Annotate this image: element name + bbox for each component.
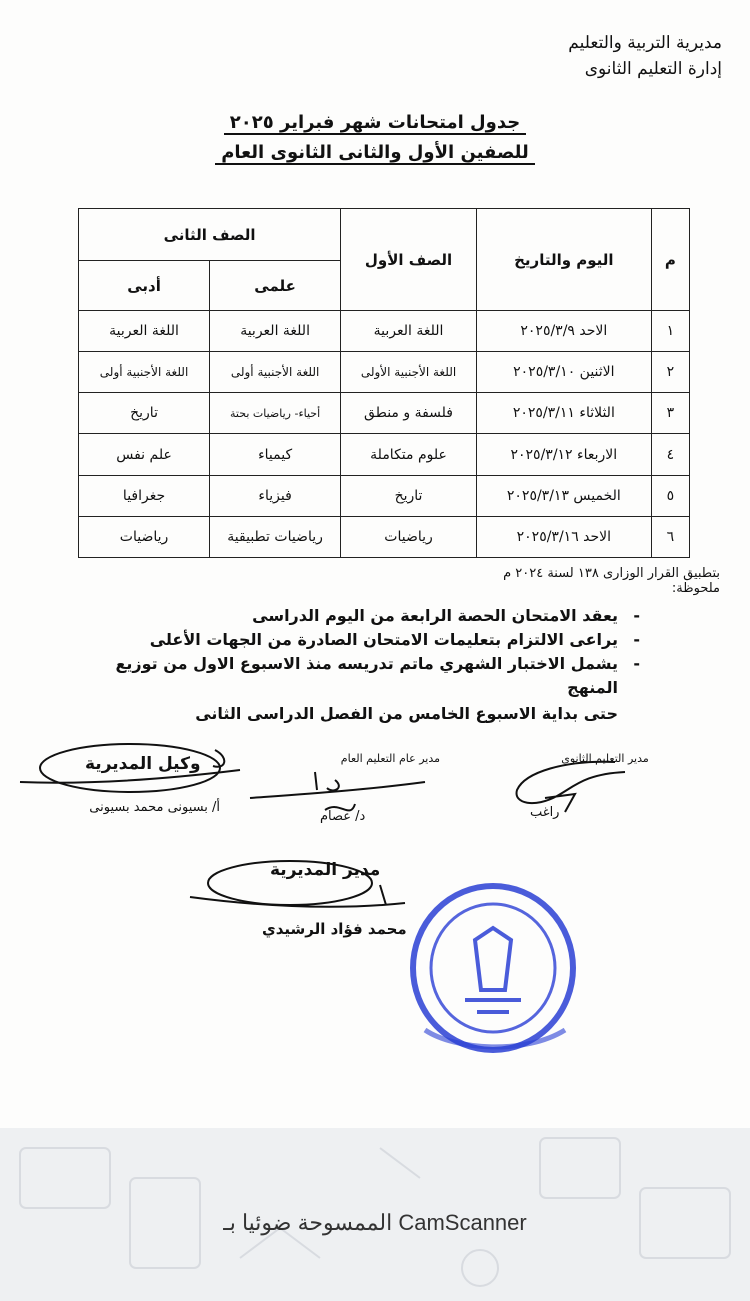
row-num: ٢ [651, 352, 689, 393]
header-num: م [651, 209, 689, 311]
handwritten-signature-3 [15, 730, 245, 820]
camscanner-watermark: الممسوحة ضوئيا بـ CamScanner [223, 1210, 527, 1235]
row-science: رياضيات تطبيقية [210, 516, 341, 557]
note-item: - يعقد الامتحان الحصة الرابعة من اليوم الدراسى [80, 604, 640, 628]
row-arts: تاريخ [79, 393, 210, 434]
row-first-grade: رياضيات [341, 516, 477, 557]
row-first-grade: علوم متكاملة [341, 434, 477, 475]
official-stamp-seal [405, 880, 580, 1060]
table-row [79, 393, 690, 434]
camscanner-footer [0, 1128, 750, 1301]
table-header-row [79, 209, 690, 261]
row-date: الاحد ٢٠٢٥/٣/١٦ [476, 516, 651, 557]
row-first-grade: اللغة العربية [341, 311, 477, 352]
signature-title: مدير التعليم الثانوى [561, 752, 649, 765]
document-header [568, 30, 722, 82]
document-subtitle [0, 142, 750, 163]
table-row [79, 311, 690, 352]
signature-name: د/ عصام [320, 809, 366, 824]
exam-schedule-table [78, 208, 690, 558]
notes-section [80, 566, 720, 728]
ministerial-decree-line: بتطبيق القرار الوزارى ١٣٨ لسنة ٢٠٢٤ م [503, 566, 720, 581]
signature-name: محمد فؤاد الرشيدي [262, 920, 407, 938]
department-name: إدارة التعليم الثانوى [584, 59, 722, 79]
row-first-grade: فلسفة و منطق [341, 393, 477, 434]
row-arts: علم نفس [79, 434, 210, 475]
header-date: اليوم والتاريخ [476, 209, 651, 311]
header-first-grade: الصف الأول [341, 209, 477, 311]
signature-title: مدير المديرية [270, 860, 381, 880]
row-science: فيزياء [210, 475, 341, 516]
signature-name: أ/ بسيونى محمد بسيونى [89, 800, 220, 815]
notes-heading: ملحوظة: [671, 581, 720, 596]
row-num: ٦ [651, 516, 689, 557]
table-row [79, 475, 690, 516]
header-science: علمى [210, 261, 341, 311]
document-title [0, 112, 750, 133]
row-num: ٣ [651, 393, 689, 434]
row-date: الاحد ٢٠٢٥/٣/٩ [476, 311, 651, 352]
table-row [79, 516, 690, 557]
row-science: اللغة الأجنبية أولى [210, 352, 341, 393]
row-science: أحياء- رياضيات بحتة [210, 393, 341, 434]
signature-title: مدير عام التعليم العام [340, 752, 440, 765]
handwritten-signature-1 [505, 752, 665, 822]
row-num: ٥ [651, 475, 689, 516]
signature-name: راغب [530, 805, 560, 820]
signature-title: وكيل المديرية [85, 754, 201, 774]
note-item: - يراعى الالتزام بتعليمات الامتحان الصادرة من الجهات الأعلى [80, 628, 640, 652]
row-num: ١ [651, 311, 689, 352]
title-line-2: للصفين الأول والثانى الثانوى العام [215, 142, 535, 165]
directorate-name: مديرية التربية والتعليم [568, 33, 722, 53]
table-row [79, 352, 690, 393]
row-arts: رياضيات [79, 516, 210, 557]
note-item: - يشمل الاختبار الشهري ماتم تدريسه منذ الاسبوع الاول من توزيع المنهج [80, 652, 640, 700]
row-arts: اللغة العربية [79, 311, 210, 352]
row-date: الاربعاء ٢٠٢٥/٣/١٢ [476, 434, 651, 475]
title-line-1: جدول امتحانات شهر فبراير ٢٠٢٥ [224, 112, 526, 135]
row-num: ٤ [651, 434, 689, 475]
table-row [79, 434, 690, 475]
row-science: كيمياء [210, 434, 341, 475]
row-science: اللغة العربية [210, 311, 341, 352]
row-first-grade: اللغة الأجنبية الأولى [341, 352, 477, 393]
handwritten-signature-2 [245, 760, 435, 830]
row-date: الثلاثاء ٢٠٢٥/٣/١١ [476, 393, 651, 434]
row-date: الخميس ٢٠٢٥/٣/١٣ [476, 475, 651, 516]
header-second-grade: الصف الثانى [79, 209, 341, 261]
row-arts: اللغة الأجنبية أولى [79, 352, 210, 393]
row-first-grade: تاريخ [341, 475, 477, 516]
header-arts: أدبى [79, 261, 210, 311]
row-arts: جغرافيا [79, 475, 210, 516]
row-date: الاثنين ٢٠٢٥/٣/١٠ [476, 352, 651, 393]
note-continuation: حتى بداية الاسبوع الخامس من الفصل الدراسى الثانى [195, 704, 618, 723]
notes-list [80, 604, 640, 700]
